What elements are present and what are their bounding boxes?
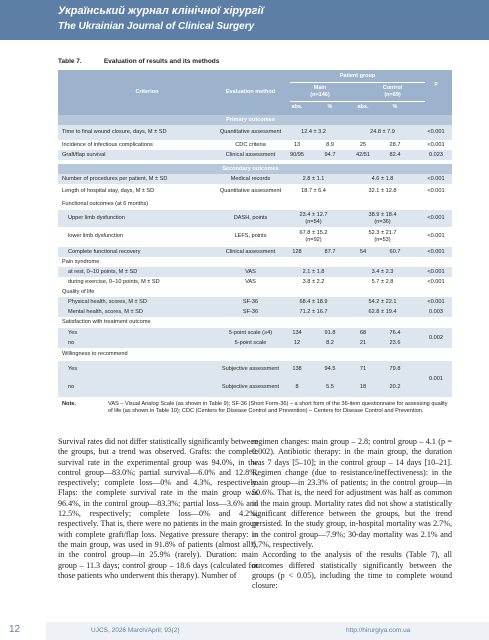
table-row: during exercise, 0–10 points, M ± SD VAS 3.8 ± 2.2 5.7 ± 2.8 <0.001 xyxy=(58,277,452,287)
table-row: Complete functional recovery Clinical assessment 128 87.7 54 60.7 <0.001 xyxy=(58,247,452,257)
table-label: Table 7. xyxy=(58,58,82,65)
page-number: 12 xyxy=(9,624,21,635)
journal-reference: UJCS, 2026 March/April; 93(2) xyxy=(91,627,180,634)
table-row: Incidence of infectious complications CDC criteria 13 8.9 25 28.7 <0.001 xyxy=(58,140,452,150)
table-row: Mental health, scores, M ± SD SF-36 71.2 ± 16.7 62.8 ± 19.4 0.003 xyxy=(58,307,452,317)
table-row: Time to final wound closure, days, M ± SD Quantitative assessment 12.4 ± 3.2 24.8 ± 7.9 <0.001 xyxy=(58,125,452,140)
table-row: Length of hospital stay, days, M ± SD Quantitative assessment 18.7 ± 6.4 32.1 ± 12.8 <0.001 xyxy=(58,184,452,199)
header-pct-main: % xyxy=(327,104,333,110)
table-row: Upper limb dysfunction DASH, points 23.4 ± 12.7 (n=54) 38.9 ± 18.4 (n=36) <0.001 xyxy=(58,210,452,227)
header-pct-control: % xyxy=(392,104,398,110)
header-control-n: (n=69) xyxy=(384,92,401,98)
journal-title-en: The Ukrainian Journal of Clinical Surgery xyxy=(58,21,255,32)
header-abs-main: abs. xyxy=(291,104,303,110)
table-caption: Evaluation of results and its methods xyxy=(103,58,220,65)
table-row-group: Quality of life xyxy=(58,287,452,297)
header-abs-control: abs. xyxy=(357,104,369,110)
header-criterion: Criterion xyxy=(135,89,159,95)
journal-header xyxy=(0,0,489,40)
table-row: Number of procedures per patient, M ± SD Medical records 2.8 ± 1.1 4.6 ± 1.8 <0.001 xyxy=(58,174,452,184)
journal-title-ua: Український журнал клінічної хірургії xyxy=(58,5,264,17)
table-row-group: Satisfaction with treatment outcome xyxy=(58,317,452,327)
table-row: Graft/flap survival Clinical assessment 90/95 94.7 42/51 82.4 0.023 xyxy=(58,150,452,160)
section-primary: Primary outcomes xyxy=(58,115,452,125)
header-main-n: (n=146) xyxy=(310,92,330,98)
header-main: Main xyxy=(313,85,327,91)
table-row-group: Pain syndrome xyxy=(58,257,452,267)
table-title xyxy=(58,58,219,65)
body-text-right: regimen changes: main group – 2.8; control group – 4.1 (p = 0.002). Antibiotic therapy: in the main group, the duration was 7 days [5–10]; in the control group – 14 days [10–21]. Regimen change (due to resistance/ineffectiveness): in the main group—in 23.3% of patients; in the control group—in 50.6%. That is, the need for adjustment was half as common in the main group. Mortality rates did not show a statistically significant difference between the groups, but the trend persisted. In the study group, in-hospital mortality was 2.7%, in the control group—7.9%; 30-day mortality was 2.1% and 6.7%, respectively. According to the analysis of the results (Table 7), all outcomes differed statistically significantly between the groups (p < 0.05), including the time to complete wound closure: xyxy=(252,437,452,591)
header-method: Evaluation method xyxy=(225,89,276,95)
table-row: at rest, 0–10 points, M ± SD VAS 2.1 ± 1.8 3.4 ± 2.3 <0.001 xyxy=(58,267,452,277)
table-row-pair: Yes Subjective assessment 138 94.5 71 79.8 no Subjective assessment 8 5.5 18 20.2 0.001 xyxy=(58,361,452,397)
body-text-left: Survival rates did not differ statistically significantly between the groups, but a trend was observed. Grafts: the complete survival rate in the experimental group was 94.0%, in the control group—83.0%; partial survival—6.0% and 12.8%, respectively; complete loss—0% and 4.3%, respectively. Flaps: the complete survival rate in the main group was 96.4%, in the control group—83.3%; partial loss—3.6% and 12.5%, respectively; complete loss—0% and 4.2%, respectively. That is, there were no patients in the main group with complete graft/flap loss. Negative pressure therapy: in the main group, was used in 91.8% of patients (almost all!), in the control group—in 25.9% (rarely). Duration: main group – 11.3 days; control group – 18.6 days (calculated for those patients who underwent this therapy). Number of xyxy=(58,437,258,580)
header-patient-group: Patient group xyxy=(339,73,376,79)
table-row: lower limb dysfunction LEFS, points 67.8 ± 15.2 (n=92) 52.3 ± 21.7 (n=53) <0.001 xyxy=(58,228,452,245)
table-row: Physical health, scores, M ± SD SF-36 68.4 ± 18.9 54.2 ± 22.1 <0.001 xyxy=(58,297,452,307)
table-row-group: Willingness to recommend xyxy=(58,349,452,359)
table-row-group: Functional outcomes (at 6 months) xyxy=(58,199,452,209)
table-header xyxy=(58,70,452,115)
table-row-pair: Yes 5-point scale (≥4) 134 91.8 68 76.4 no 5-point scale 12 8.2 21 23.6 0.002 xyxy=(58,328,452,348)
page-footer xyxy=(0,622,489,640)
header-p: p xyxy=(434,81,438,87)
header-control: Control xyxy=(382,85,403,91)
journal-url[interactable]: http://hirurgiya.com.ua xyxy=(346,627,411,634)
section-secondary: Secondary outcomes xyxy=(58,164,452,174)
